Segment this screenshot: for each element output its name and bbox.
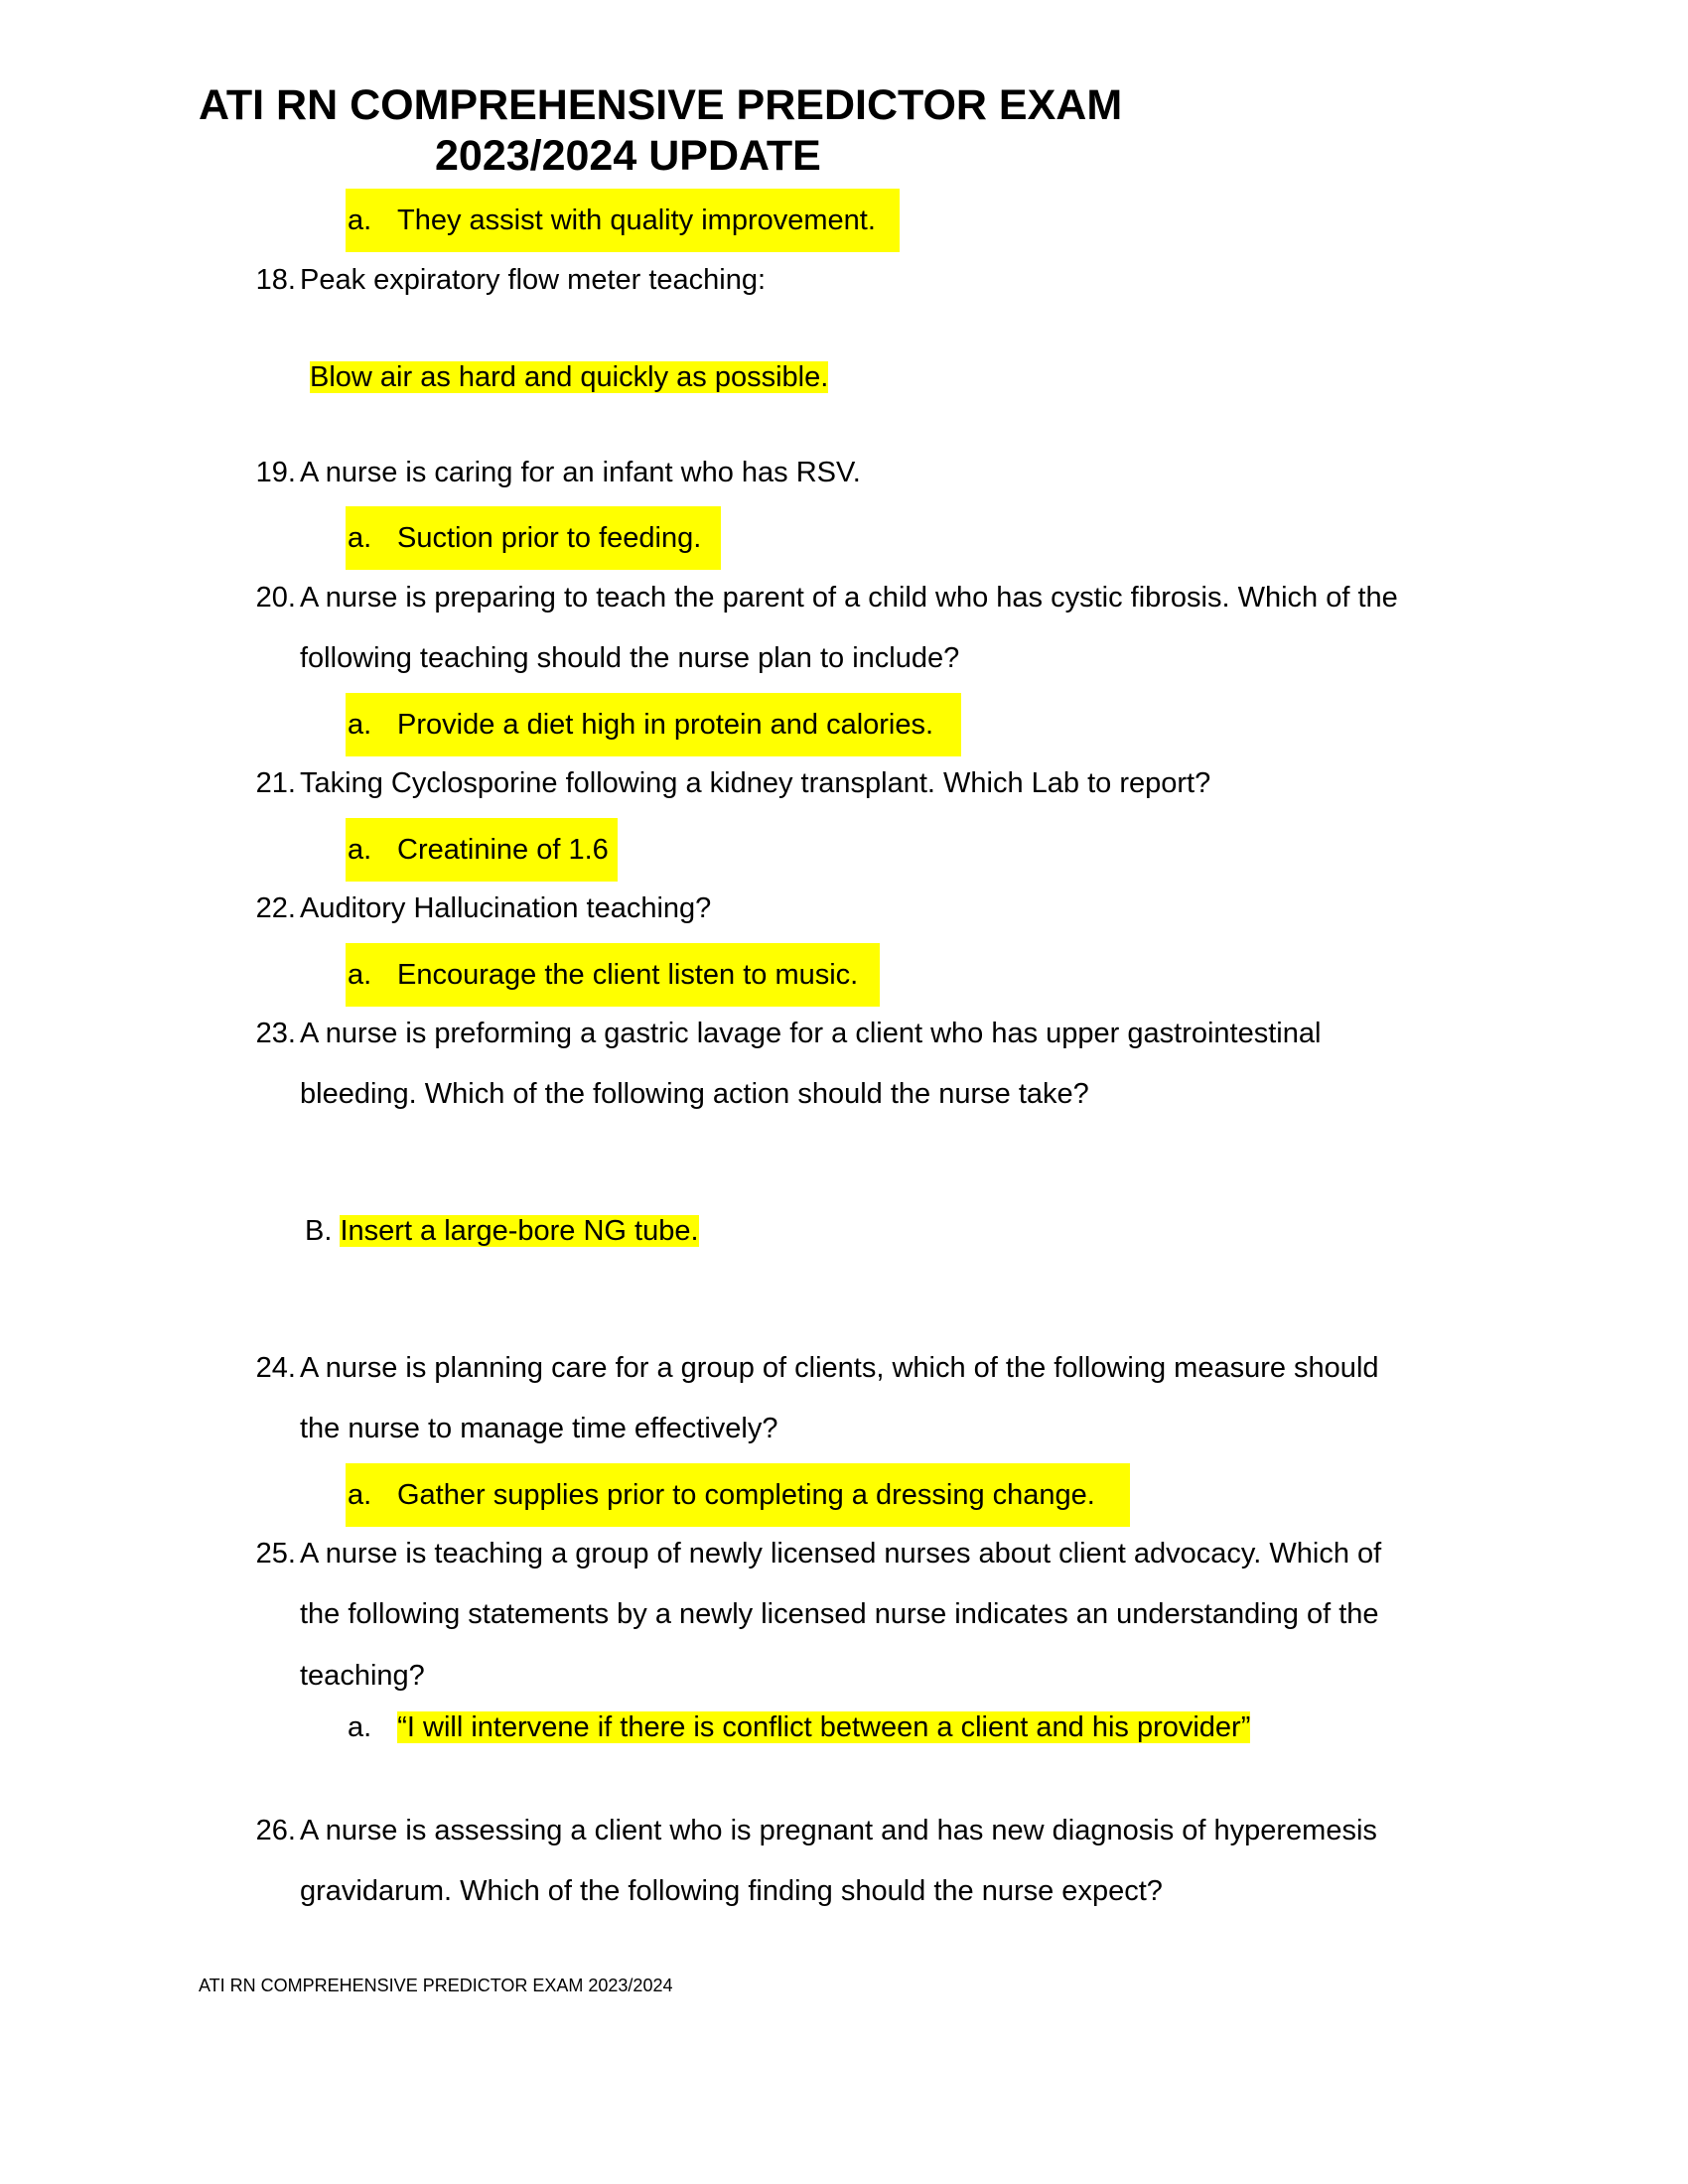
answer-23 [305, 1209, 699, 1253]
answer-text: They assist with quality improvement. [397, 205, 876, 236]
question-text: following teaching should the nurse plan to include? [300, 642, 960, 674]
question-text: the following statements by a newly licensed nurse indicates an understanding of the [300, 1598, 1379, 1630]
question-text: Auditory Hallucination teaching? [300, 892, 712, 924]
answer-text: Creatinine of 1.6 [397, 834, 609, 866]
question-text: A nurse is teaching a group of newly licensed nurses about client advocacy. Which of [300, 1538, 1382, 1570]
answer-letter: a. [348, 1479, 372, 1511]
question-text: gravidarum. Which of the following finding should the nurse expect? [300, 1875, 1163, 1907]
answer-letter: B. [305, 1215, 333, 1247]
answer-letter: a. [348, 959, 372, 991]
question-number: 23. [255, 1018, 296, 1049]
answer-text: Blow air as hard and quickly as possible. [310, 361, 829, 393]
answer-text: Suction prior to feeding. [397, 522, 702, 554]
question-number: 22. [255, 892, 296, 924]
question-text: A nurse is preforming a gastric lavage for a client who has upper gastrointestinal [300, 1018, 1322, 1049]
document-title-line1: ATI RN COMPREHENSIVE PREDICTOR EXAM [199, 81, 1123, 129]
question-text: bleeding. Which of the following action should the nurse take? [300, 1078, 1089, 1110]
question-number: 21. [255, 767, 296, 799]
question-number: 25. [255, 1538, 296, 1570]
answer-17 [346, 189, 900, 252]
answer-text: “I will intervene if there is conflict between a client and his provider” [397, 1711, 1251, 1743]
answer-22 [346, 943, 880, 1007]
answer-24 [346, 1463, 1130, 1527]
question-number: 19. [255, 457, 296, 488]
answer-20 [346, 693, 961, 756]
answer-18 [310, 355, 828, 399]
answer-letter: a. [348, 709, 372, 741]
answer-text: Encourage the client listen to music. [397, 959, 859, 991]
question-text: A nurse is assessing a client who is pregnant and has new diagnosis of hyperemesis [300, 1815, 1377, 1846]
question-text: A nurse is preparing to teach the parent of a child who has cystic fibrosis. Which of the [300, 582, 1398, 614]
answer-text: Insert a large-bore NG tube. [340, 1215, 699, 1247]
question-text: teaching? [300, 1660, 425, 1692]
question-text: Taking Cyclosporine following a kidney transplant. Which Lab to report? [300, 767, 1211, 799]
question-number: 20. [255, 582, 296, 614]
page-footer: ATI RN COMPREHENSIVE PREDICTOR EXAM 2023/2024 [199, 1976, 673, 1995]
answer-letter: a. [348, 522, 372, 554]
answer-text: Provide a diet high in protein and calories. [397, 709, 934, 741]
answer-21 [346, 818, 618, 882]
question-text: Peak expiratory flow meter teaching: [300, 264, 767, 296]
question-number: 18. [255, 264, 296, 296]
question-text: A nurse is planning care for a group of clients, which of the following measure should [300, 1352, 1379, 1384]
question-number: 24. [255, 1352, 296, 1384]
question-text: the nurse to manage time effectively? [300, 1413, 778, 1444]
answer-letter: a. [348, 205, 372, 236]
answer-letter: a. [348, 834, 372, 866]
question-text: A nurse is caring for an infant who has RSV. [300, 457, 861, 488]
answer-letter: a. [348, 1711, 372, 1743]
question-number: 26. [255, 1815, 296, 1846]
answer-25 [348, 1706, 1250, 1749]
answer-text: Gather supplies prior to completing a dressing change. [397, 1479, 1095, 1511]
answer-19 [346, 506, 721, 570]
document-title-line2: 2023/2024 UPDATE [435, 132, 821, 180]
